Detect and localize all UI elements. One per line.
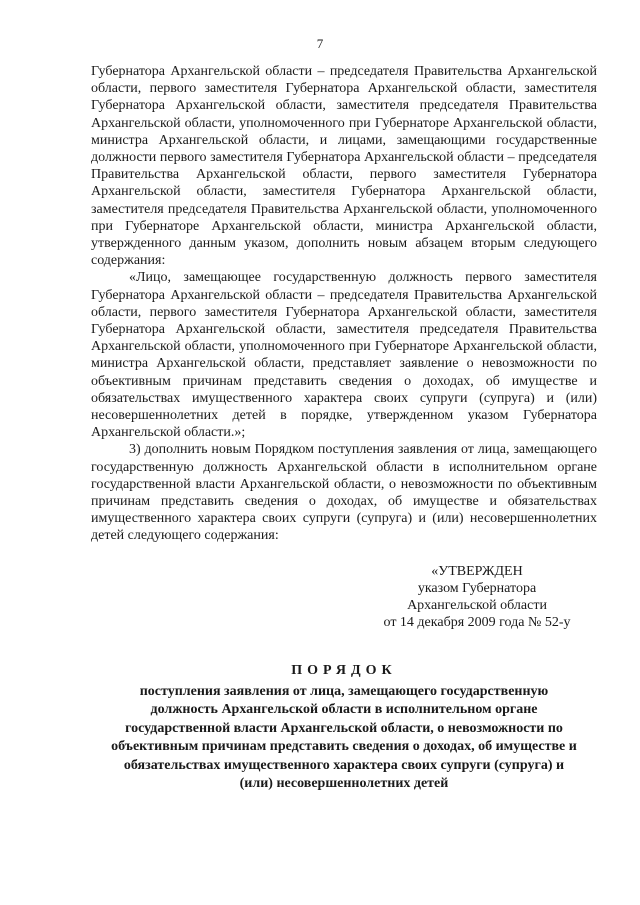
approval-line-approved: «УТВЕРЖДЕН bbox=[431, 563, 523, 579]
document-subtitle: поступления заявления от лица, замещающего государственную должность Архангельской области в исполнительном органе государственной власти Архангельской области, о невозможности по объективным причинам представить сведения о доходах, об имуществе и обязательствах имущественного характера своих супруги (супруга) и (или) несовершеннолетних детей bbox=[111, 683, 577, 791]
paragraph-amendment-intro: Губернатора Архангельской области – председателя Правительства Архангельской области, первого заместителя Губернатора Архангельской области, заместителя Губернатора Архангельской области, заместителя председателя Правительства Архангельской области, уполномоченного при Губернаторе Архангельской области, министра Архангельской области, и лицами, замещающими государственные должности первого заместителя Губернатора Архангельской области – председателя Правительства Архангельской области, первого заместителя Губернатора Архангельской области, заместителя Губернатора Архангельской области, заместителя председателя Правительства Архангельской области, уполномоченного при Губернаторе Архангельской области, министра Архангельской области, утвержденного данным указом, дополнить новым абзацем вторым следующего содержания: bbox=[91, 64, 597, 269]
approval-line-region: Архангельской области bbox=[407, 598, 547, 614]
paragraph-item-3: 3) дополнить новым Порядком поступления заявления от лица, замещающего государственную должность Архангельской области в исполнительном органе государственной власти Архангельской области, о невозможности по объективным причинам представить сведения о доходах, об имуществе и обязательствах имущественного характера своих супруги (супруга) и (или) несовершеннолетних детей следующего содержания: bbox=[91, 442, 597, 544]
document-body bbox=[91, 63, 597, 794]
approval-stamp-block bbox=[374, 563, 580, 632]
approval-line-decree: указом Губернатора bbox=[417, 580, 537, 596]
paragraph-new-second-para: «Лицо, замещающее государственную должность первого заместителя Губернатора Архангельской области – председателя Правительства Архангельской области, первого заместителя Губернатора Архангельской области, заместителя Губернатора Архангельской области, заместителя председателя Правительства Архангельской области, уполномоченного при Губернаторе Архангельской области, министра Архангельской области, представляет заявление о невозможности по объективным причинам представить сведения о доходах, об имуществе и обязательствах имущественного характера своих супруги (супруга) и (или) несовершеннолетних детей в порядке, утвержденном указом Губернатора Архангельской области.»; bbox=[91, 270, 597, 441]
page-number: 7 bbox=[316, 36, 324, 51]
approval-line-date: от 14 декабря 2009 года № 52-у bbox=[383, 615, 571, 631]
document-title: ПОРЯДОК bbox=[291, 662, 397, 678]
